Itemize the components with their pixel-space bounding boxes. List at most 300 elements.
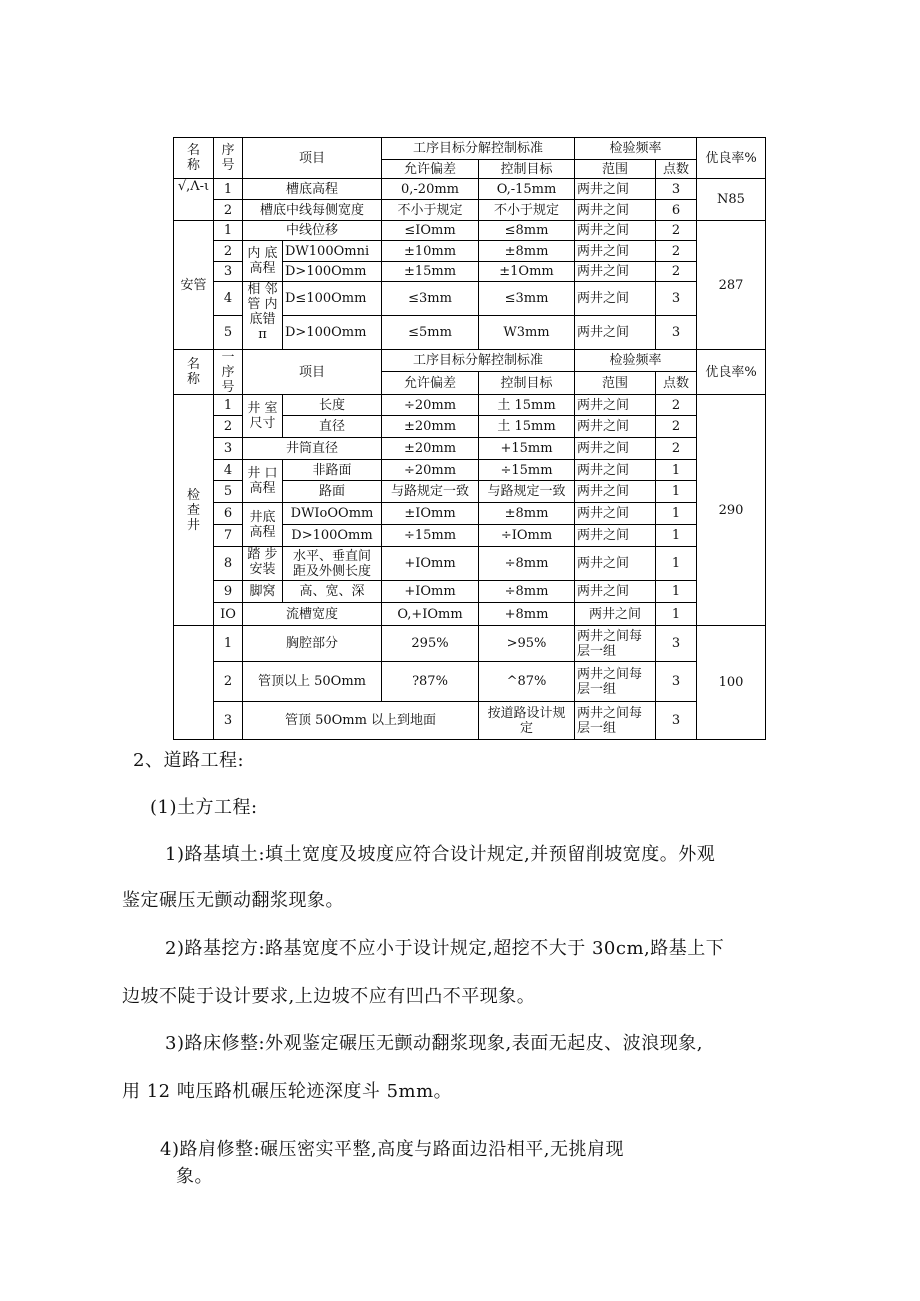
cell-row-points <box>655 281 697 316</box>
cell-row-range <box>574 199 656 221</box>
row-allowance-text: 不小于规定 <box>397 202 463 218</box>
row-points-text: 2 <box>671 419 681 434</box>
row-points-text: 1 <box>671 584 681 599</box>
row-range-text: 两井之间 <box>577 462 630 478</box>
row-target-text: 不小于规定 <box>493 202 559 218</box>
cell-row-target <box>478 261 575 282</box>
row-allowance-text: +IOmm <box>404 556 456 571</box>
cell-row-item <box>282 415 382 438</box>
paragraph-4-line-2: 象。 <box>176 1166 213 1187</box>
cell-row-item <box>242 625 382 662</box>
cell-section-pipe-name <box>173 220 214 350</box>
row-allowance-text: ±15mm <box>403 264 457 279</box>
cell-row-item <box>282 281 382 316</box>
cell-header2-points <box>655 371 697 395</box>
cell-row-allowance <box>381 240 479 262</box>
cell-row-target <box>478 580 575 603</box>
cell-row-allowance <box>381 502 479 525</box>
cell-header2-rate <box>696 349 766 395</box>
cell-row-points <box>655 199 697 221</box>
cell-row-seq <box>213 701 243 740</box>
header-seq-text: 序 号 <box>221 143 235 173</box>
cell-row-points <box>655 502 697 525</box>
cell-row-seq <box>213 602 243 626</box>
cell-row-range <box>574 580 656 603</box>
row-item-text: 胸腔部分 <box>285 636 338 651</box>
row-allowance-text: +IOmm <box>404 584 456 599</box>
row-points-text: 1 <box>671 528 681 543</box>
row-seq-text: 3 <box>223 441 233 456</box>
row-target-text: ≤3mm <box>504 291 549 306</box>
row-target-text: ÷8mm <box>504 584 549 599</box>
row-seq-text: 2 <box>223 202 233 218</box>
section-trench-rate-text: N85 <box>717 192 745 207</box>
cell-row-points <box>655 625 697 662</box>
row-range-text: 两井之间 <box>577 325 630 340</box>
cell-row-target <box>478 480 575 503</box>
header-item-text: 项目 <box>298 150 325 166</box>
cell-row-seq <box>213 661 243 702</box>
cell-header-seq <box>213 137 243 179</box>
header2-rate-text: 优良率% <box>705 364 757 380</box>
cell-row-target <box>478 220 575 241</box>
row-target-text: ÷8mm <box>504 556 549 571</box>
cell-row-seq <box>213 524 243 547</box>
row-target-text: +15mm <box>500 441 553 456</box>
cell-row-allowance <box>381 480 479 503</box>
paragraph-1-line-2: 鉴定碾压无颤动翻浆现象。 <box>122 890 344 911</box>
cell-row-seq <box>213 459 243 481</box>
header2-frequency-text: 检验频率 <box>609 353 662 368</box>
row-item-text: D≤100Omm <box>285 291 367 306</box>
row-allowance-text: ±IOmm <box>404 506 456 521</box>
row-allowance-text: 295% <box>411 636 449 651</box>
row-allowance-text: 0,-20mm <box>401 181 459 197</box>
sub-foot-nest-text: 脚窝 <box>249 584 276 599</box>
cell-row-range <box>574 394 656 416</box>
cell-row-target <box>478 199 575 221</box>
header-frequency-text: 检验频率 <box>609 141 662 156</box>
cell-row-range <box>574 625 656 662</box>
sub-bottom-elevation-text: 井底 高程 <box>249 509 276 540</box>
row-points-text: 6 <box>671 202 681 218</box>
cell-row-range <box>574 459 656 481</box>
cell-row-points <box>655 437 697 460</box>
cell-row-range <box>574 240 656 262</box>
row-item-text: 槽底中线每侧宽度 <box>259 202 364 218</box>
cell-row-target <box>478 524 575 547</box>
paragraph-2-line-2: 边坡不陡于设计要求,上边坡不应有凹凸不平现象。 <box>122 986 536 1007</box>
cell-row-seq <box>213 415 243 438</box>
cell-row-item <box>282 261 382 282</box>
row-target-text: O,-15mm <box>496 181 557 197</box>
row-range-text: 两井之间 <box>577 584 630 599</box>
cell-row-points <box>655 524 697 547</box>
row-seq-text: 3 <box>223 264 233 279</box>
cell-row-seq <box>213 480 243 503</box>
cell-row-target <box>478 502 575 525</box>
cell-row-item <box>242 437 382 460</box>
row-allowance-text: ?87% <box>412 674 448 689</box>
row-item-text: 流槽宽度 <box>285 606 338 622</box>
cell-row-item <box>282 524 382 547</box>
cell-row-range <box>574 220 656 241</box>
row-range-text: 两井之间 <box>577 556 630 571</box>
cell-row-item <box>282 240 382 262</box>
row-seq-text: 4 <box>223 291 233 306</box>
header-range-text: 范围 <box>601 161 628 177</box>
cell-row-item <box>242 602 382 626</box>
paragraph-3-line-1: 3)路床修整:外观鉴定碾压无颤动翻浆现象,表面无起皮、波浪现象, <box>165 1033 703 1054</box>
row-points-text: 2 <box>671 264 681 279</box>
cell-sub-foot-nest <box>242 580 283 603</box>
cell-row-seq <box>213 281 243 316</box>
paragraph-4-line-1: 4)路肩修整:碾压密实平整,高度与路面边沿相平,无挑肩现 <box>160 1139 624 1160</box>
row-points-text: 3 <box>671 636 681 651</box>
cell-row-seq <box>213 178 243 200</box>
row-range-text: 两井之间 <box>577 181 630 197</box>
cell-row-item <box>242 178 382 200</box>
row-range-text: 两井之间 <box>577 264 630 279</box>
row-points-text: 1 <box>671 506 681 521</box>
cell-row-target <box>478 701 575 740</box>
row-target-text: 按道路设计规 定 <box>487 705 566 736</box>
row-item-text: 管顶以上 50Omm <box>258 674 366 689</box>
row-allowance-text: ≤IOmm <box>404 223 456 238</box>
row-range-text: 两井之间 <box>577 223 630 238</box>
row-target-text: ±1Omm <box>499 264 554 279</box>
row-item-text: 槽底高程 <box>285 181 338 197</box>
row-seq-text: 8 <box>223 556 233 571</box>
row-item-text: 中线位移 <box>285 223 338 238</box>
header2-points-text: 点数 <box>662 375 689 391</box>
row-range-text: 两井之间 <box>577 291 630 306</box>
cell-row-points <box>655 480 697 503</box>
cell-row-allowance <box>381 220 479 241</box>
cell-header-allowance <box>381 159 479 179</box>
header2-target-text: 控制目标 <box>500 375 553 391</box>
cell-row-allowance <box>381 602 479 626</box>
cell-row-seq <box>213 315 243 350</box>
cell-header-range <box>574 159 656 179</box>
cell-section-compaction-name <box>173 625 214 740</box>
cell-section-compaction-rate <box>696 625 766 740</box>
cell-row-allowance <box>381 524 479 547</box>
row-seq-text: 5 <box>223 484 233 499</box>
row-item-text: 直径 <box>318 419 345 434</box>
cell-row-range <box>574 261 656 282</box>
cell-row-seq <box>213 394 243 416</box>
header2-standard-text: 工序目标分解控制标准 <box>412 353 543 368</box>
cell-header2-frequency <box>574 349 697 372</box>
row-target-text: >95% <box>506 636 547 651</box>
cell-sub-step-install <box>242 546 283 581</box>
row-points-text: 3 <box>671 674 681 689</box>
cell-row-target <box>478 437 575 460</box>
cell-sub-mouth-elevation <box>242 459 283 503</box>
header2-item-text: 项目 <box>298 364 325 380</box>
cell-row-item <box>242 701 479 740</box>
cell-row-allowance <box>381 394 479 416</box>
row-range-text: 两井之间每 层一组 <box>577 628 643 659</box>
row-range-text: 两井之间 <box>588 606 641 622</box>
row-points-text: 3 <box>671 325 681 340</box>
row-target-text: 与路规定一致 <box>487 484 566 499</box>
cell-row-allowance <box>381 281 479 316</box>
row-seq-text: 6 <box>223 506 233 521</box>
row-points-text: 3 <box>671 181 681 197</box>
row-seq-text: 9 <box>223 584 233 599</box>
header-target-text: 控制目标 <box>500 161 553 177</box>
cell-row-points <box>655 220 697 241</box>
cell-row-points <box>655 459 697 481</box>
cell-section-pipe-rate <box>696 220 766 350</box>
row-points-text: 2 <box>671 243 681 259</box>
cell-row-allowance <box>381 437 479 460</box>
cell-row-range <box>574 546 656 581</box>
header-points-text: 点数 <box>662 161 689 177</box>
cell-row-range <box>574 437 656 460</box>
cell-sub-chamber-size <box>242 394 283 438</box>
cell-row-seq <box>213 261 243 282</box>
cell-row-target <box>478 415 575 438</box>
row-range-text: 两井之间 <box>577 202 630 218</box>
cell-row-points <box>655 315 697 350</box>
row-allowance-text: 与路规定一致 <box>390 484 469 499</box>
paragraph-1-line-1: 1)路基填土:填土宽度及坡度应符合设计规定,并预留削坡宽度。外观 <box>165 844 716 865</box>
cell-row-seq <box>213 437 243 460</box>
cell-row-item <box>242 661 382 702</box>
cell-row-target <box>478 661 575 702</box>
row-seq-text: 3 <box>223 713 233 728</box>
header2-seq-text: 一 序 号 <box>221 349 235 395</box>
cell-row-allowance <box>381 178 479 200</box>
cell-row-range <box>574 524 656 547</box>
section-pipe-rate-text: 287 <box>718 277 744 293</box>
row-seq-text: 2 <box>223 419 233 434</box>
row-item-text: D>100Omm <box>285 325 367 340</box>
sub-step-install-text: 踏 步 安装 <box>247 547 278 577</box>
section-heading-road: 2、道路工程: <box>133 750 245 771</box>
cell-header-item <box>242 137 382 179</box>
subsection-earthwork: (1)土方工程: <box>150 797 258 818</box>
row-target-text: ÷IOmm <box>500 528 553 543</box>
row-points-text: 2 <box>671 223 681 238</box>
cell-row-range <box>574 502 656 525</box>
row-target-text: 土 15mm <box>497 397 556 413</box>
row-range-text: 两井之间每 层一组 <box>577 666 643 697</box>
paragraph-3-line-2: 用 12 吨压路机碾压轮迹深度斗 5mm。 <box>122 1081 453 1102</box>
section-compaction-rate-text: 100 <box>718 675 744 690</box>
row-range-text: 两井之间 <box>577 397 630 413</box>
header-standard-text: 工序目标分解控制标准 <box>412 141 543 156</box>
cell-header-standard <box>381 137 575 160</box>
header-allowance-text: 允许偏差 <box>403 161 456 177</box>
cell-row-seq <box>213 199 243 221</box>
cell-row-range <box>574 480 656 503</box>
cell-header2-item <box>242 349 382 395</box>
cell-row-item <box>242 199 382 221</box>
cell-row-target <box>478 546 575 581</box>
cell-header-frequency <box>574 137 697 160</box>
cell-header2-seq <box>213 349 243 395</box>
row-points-text: 2 <box>671 441 681 456</box>
row-range-text: 两井之间 <box>577 528 630 543</box>
row-item-text: DW100Omni <box>285 243 370 259</box>
row-points-text: 1 <box>671 462 681 478</box>
cell-row-allowance <box>381 459 479 481</box>
cell-row-target <box>478 625 575 662</box>
cell-row-points <box>655 602 697 626</box>
row-item-text: 路面 <box>318 484 345 499</box>
cell-header2-range <box>574 371 656 395</box>
cell-row-seq <box>213 220 243 241</box>
row-seq-text: 1 <box>223 223 233 238</box>
row-target-text: +8mm <box>504 606 549 622</box>
section-pipe-name-text: 安管 <box>180 277 207 293</box>
cell-row-item <box>282 580 382 603</box>
cell-row-points <box>655 394 697 416</box>
cell-header-target <box>478 159 575 179</box>
cell-row-points <box>655 240 697 262</box>
row-range-text: 两井之间每 层一组 <box>577 705 643 736</box>
cell-row-seq <box>213 240 243 262</box>
section-well-rate-text: 290 <box>718 502 744 518</box>
sub-mouth-elevation-text: 井 口 高程 <box>247 466 278 496</box>
row-target-text: ^87% <box>506 674 547 689</box>
sub-chamber-size-text: 井 室 尺寸 <box>247 401 278 431</box>
row-allowance-text: ÷20mm <box>403 462 457 478</box>
row-seq-text: 2 <box>223 243 233 259</box>
row-item-text: 高、宽、深 <box>299 584 365 599</box>
cell-sub-adjacent-pipe-offset <box>242 281 283 350</box>
cell-row-seq <box>213 625 243 662</box>
cell-row-allowance <box>381 199 479 221</box>
cell-sub-bottom-elevation <box>242 502 283 547</box>
cell-row-item <box>282 546 382 581</box>
row-seq-text: 7 <box>223 528 233 543</box>
cell-row-target <box>478 394 575 416</box>
row-points-text: 1 <box>671 484 681 499</box>
row-target-text: ±8mm <box>504 506 549 521</box>
row-target-text: 土 15mm <box>497 419 556 434</box>
cell-row-item <box>282 315 382 350</box>
header2-allowance-text: 允许偏差 <box>403 375 456 391</box>
row-allowance-text: O,+IOmm <box>397 606 463 622</box>
row-range-text: 两井之间 <box>577 484 630 499</box>
row-allowance-text: ÷15mm <box>403 528 457 543</box>
header2-range-text: 范围 <box>601 375 628 391</box>
row-allowance-text: ±20mm <box>403 419 457 434</box>
cell-row-points <box>655 415 697 438</box>
cell-row-target <box>478 602 575 626</box>
row-allowance-text: ≤3mm <box>408 291 452 306</box>
row-allowance-text: ÷20mm <box>403 397 457 413</box>
cell-header-rate <box>696 137 766 179</box>
section-well-name-text: 检 查 井 <box>186 487 200 533</box>
cell-row-points <box>655 661 697 702</box>
cell-row-seq <box>213 580 243 603</box>
row-seq-text: 1 <box>223 397 233 413</box>
header-name-text: 名 称 <box>186 143 200 173</box>
row-seq-text: 4 <box>223 462 233 478</box>
header2-name-text: 名 称 <box>186 357 200 387</box>
sub-inner-bottom-elevation-text: 内 底 高程 <box>247 246 278 276</box>
row-points-text: 1 <box>671 556 681 571</box>
cell-row-allowance <box>381 546 479 581</box>
cell-header2-name <box>173 349 214 395</box>
cell-row-seq <box>213 546 243 581</box>
row-item-text: D>100Omm <box>285 264 367 279</box>
cell-row-range <box>574 415 656 438</box>
row-seq-text: IO <box>220 606 236 622</box>
row-item-text: DWIoOOmm <box>290 506 374 521</box>
paragraph-2-line-1: 2)路基挖方:路基宽度不应小于设计规定,超挖不大于 30cm,路基上下 <box>165 938 725 959</box>
cell-row-points <box>655 178 697 200</box>
row-seq-text: 2 <box>223 674 233 689</box>
cell-row-item <box>282 502 382 525</box>
row-item-text: D>100Omm <box>291 528 373 543</box>
cell-row-range <box>574 701 656 740</box>
row-item-text: 长度 <box>318 397 345 413</box>
cell-row-points <box>655 701 697 740</box>
cell-row-range <box>574 661 656 702</box>
row-allowance-text: ±10mm <box>403 243 457 259</box>
row-allowance-text: ±20mm <box>403 441 457 456</box>
row-points-text: 2 <box>671 397 681 413</box>
cell-row-range <box>574 602 656 626</box>
cell-row-range <box>574 281 656 316</box>
sub-adjacent-pipe-offset-text: 相 邻 管 内 底错 π <box>247 282 278 342</box>
cell-row-points <box>655 546 697 581</box>
cell-header-points <box>655 159 697 179</box>
cell-row-points <box>655 261 697 282</box>
row-seq-text: 5 <box>223 325 233 340</box>
row-range-text: 两井之间 <box>577 243 630 259</box>
row-item-text: 井筒直径 <box>285 441 338 456</box>
row-target-text: ±8mm <box>504 243 549 259</box>
cell-section-trench-rate <box>696 178 766 221</box>
header-rate-text: 优良率% <box>705 150 757 166</box>
row-points-text: 3 <box>671 713 681 728</box>
cell-row-allowance <box>381 625 479 662</box>
cell-row-target <box>478 315 575 350</box>
cell-header2-target <box>478 371 575 395</box>
cell-row-item <box>282 459 382 481</box>
row-range-text: 两井之间 <box>577 441 630 456</box>
row-range-text: 两井之间 <box>577 419 630 434</box>
cell-row-allowance <box>381 415 479 438</box>
section-trench-name-text: √,Λ-ι <box>177 179 210 194</box>
row-seq-text: 1 <box>223 636 233 651</box>
cell-row-allowance <box>381 261 479 282</box>
cell-row-item <box>282 394 382 416</box>
cell-row-target <box>478 178 575 200</box>
row-item-text: 管顶 50Omm 以上到地面 <box>284 713 437 728</box>
cell-sub-inner-bottom-elevation <box>242 240 283 282</box>
cell-section-trench-name <box>173 178 214 221</box>
row-points-text: 1 <box>671 606 681 622</box>
cell-row-allowance <box>381 315 479 350</box>
cell-header2-allowance <box>381 371 479 395</box>
cell-section-well-rate <box>696 394 766 626</box>
row-item-text: 非路面 <box>312 462 352 478</box>
cell-row-range <box>574 315 656 350</box>
cell-row-range <box>574 178 656 200</box>
row-target-text: ÷15mm <box>500 462 553 478</box>
cell-row-item <box>282 480 382 503</box>
cell-row-target <box>478 240 575 262</box>
